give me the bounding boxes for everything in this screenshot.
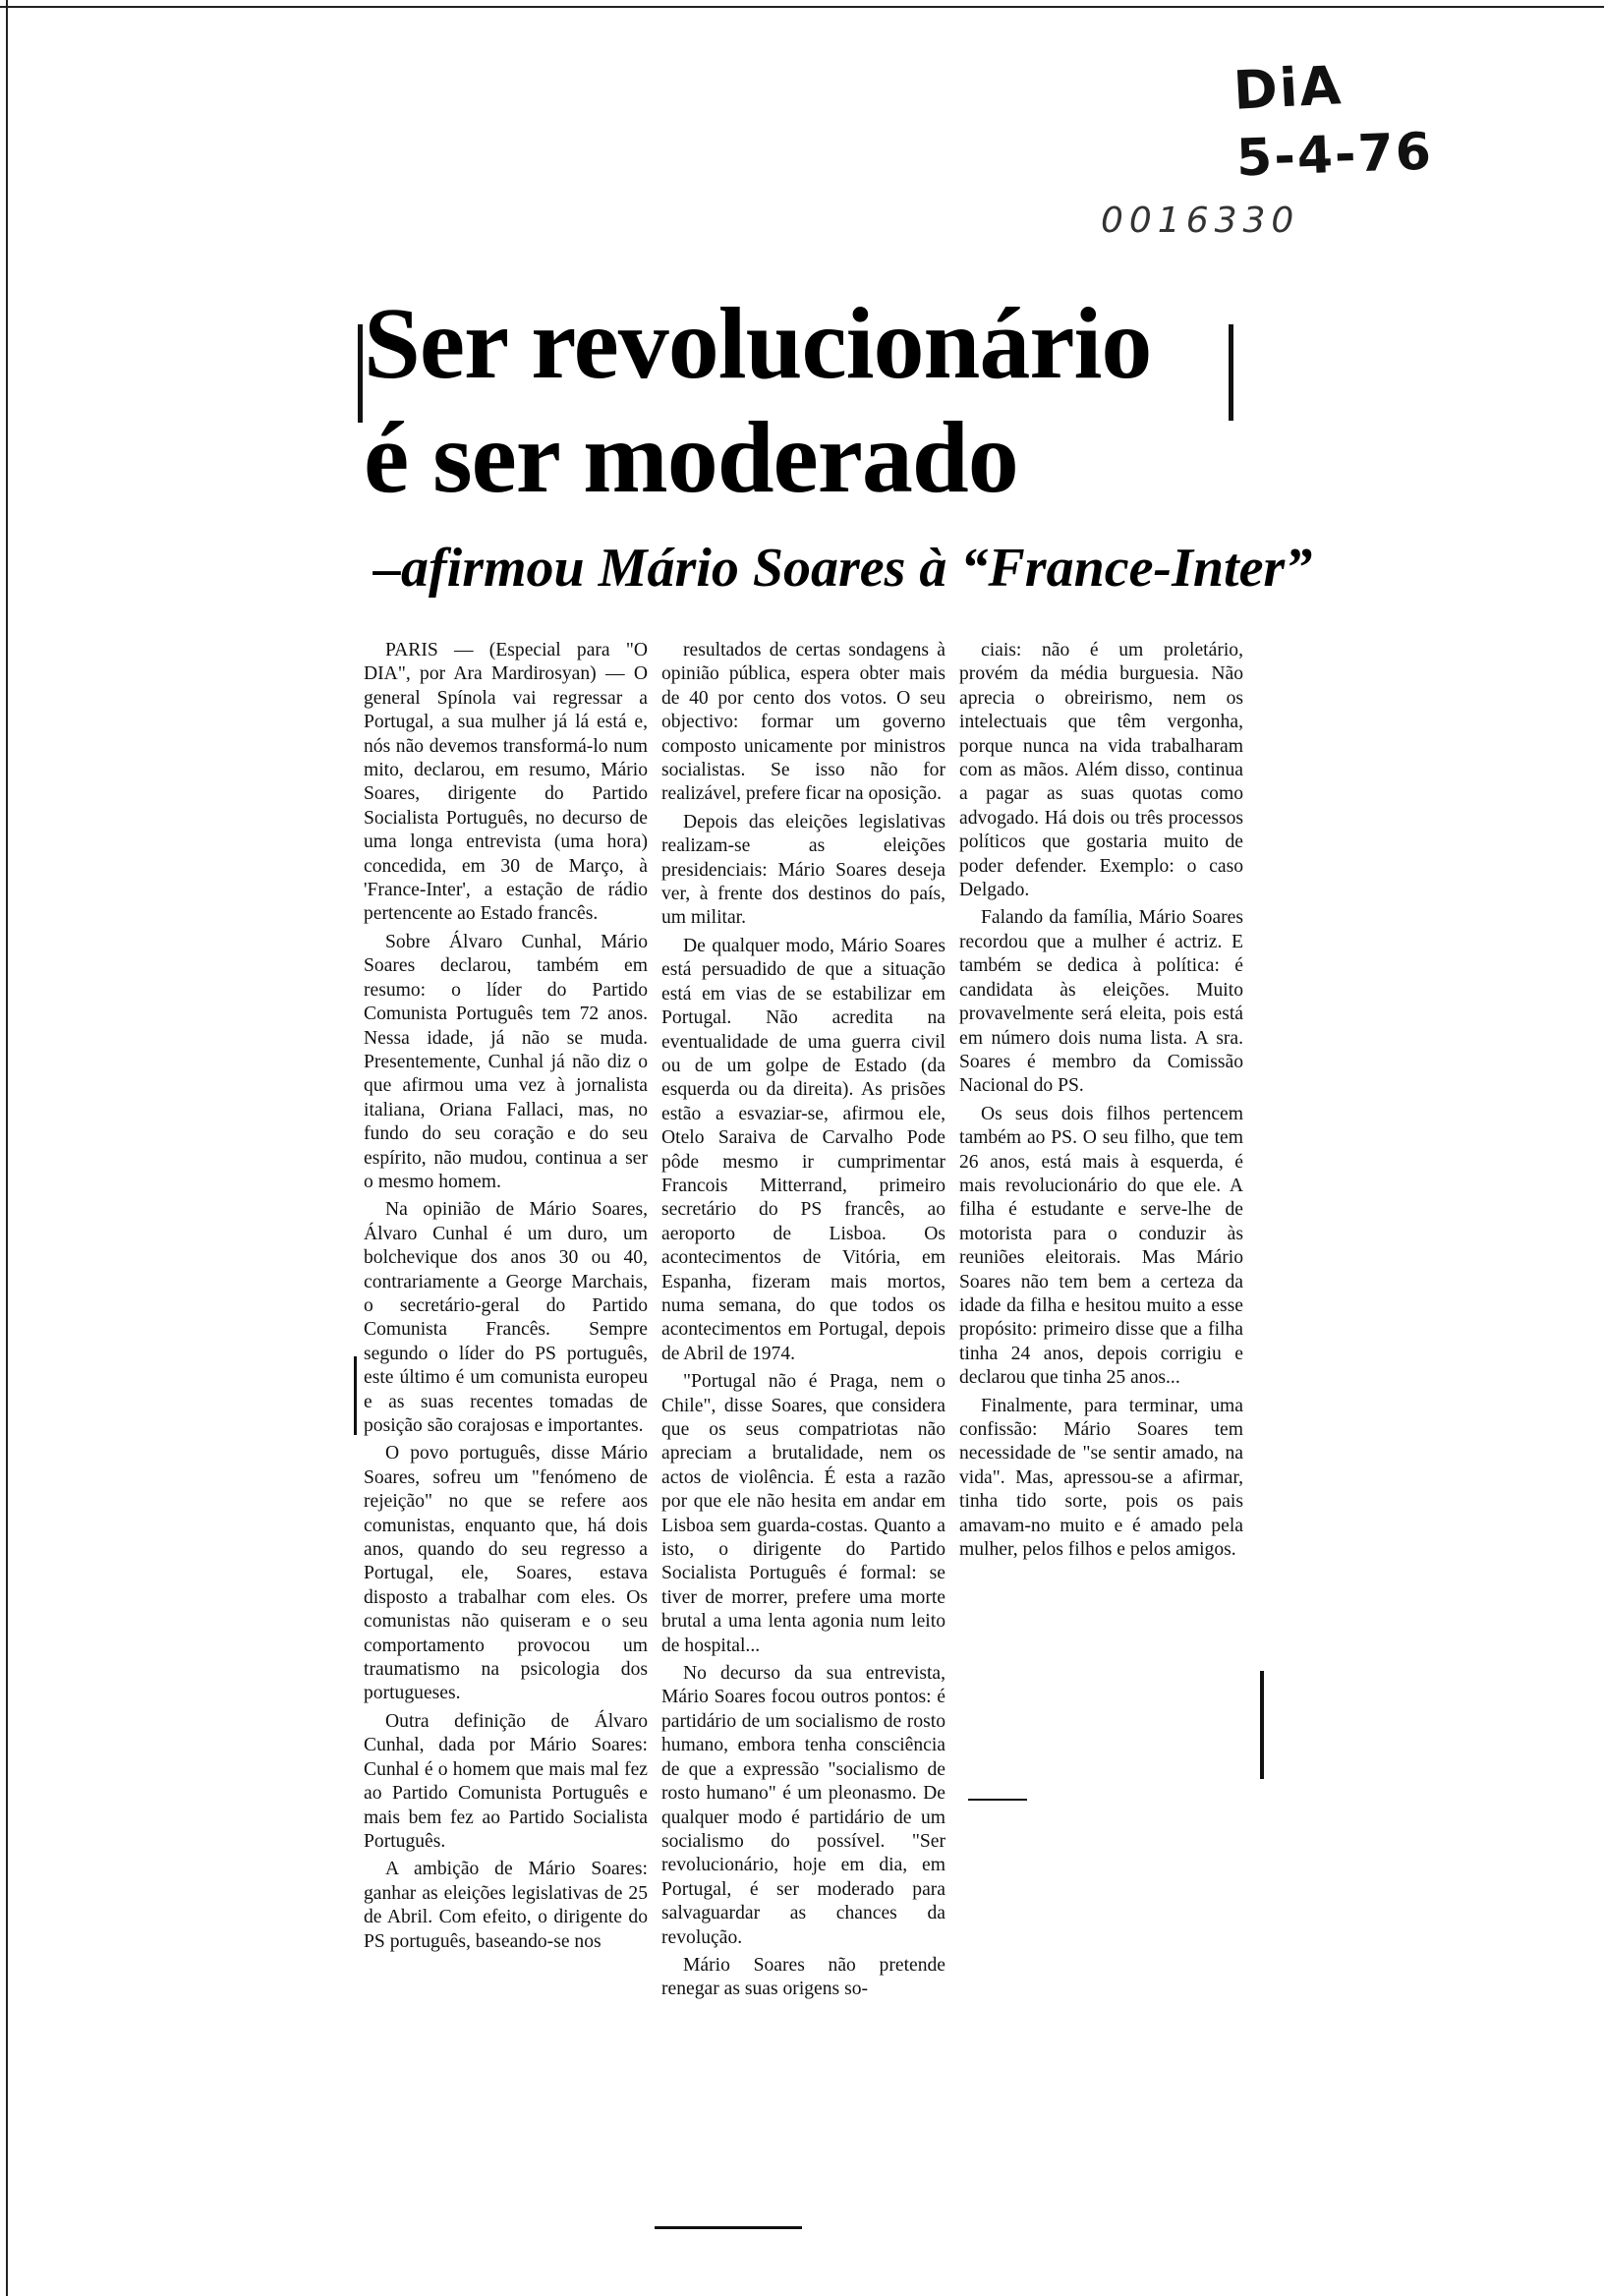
margin-mark (354, 1356, 357, 1435)
paragraph: No decurso da sua entrevista, Mário Soares focou outros pontos: é partidário de um socialismo de rosto humano, embora tenha consciência de que a expressão "socialismo de rosto humano" é um pleonasmo. De qualquer modo é partidário de um socialismo do possível. "Ser revolucionário, hoje em dia, em Portugal, é ser moderado para salvaguardar as chances da revolução. (661, 1663, 945, 1948)
page-border-left (6, 0, 8, 2296)
article-column-3 (959, 639, 1243, 2002)
headline-line-1: Ser revolucionário (364, 287, 1152, 400)
paragraph: "Portugal não é Praga, nem o Chile", disse Soares, que considera que os seus compatriotas não apreciam a brutalidade, nem os actos de violência. É esta a razão por que ele não hesita em andar em Lisboa sem guarda-costas. Quanto a isto, o dirigente do Partido Socialista Português é formal: se tiver de morrer, prefere uma morte brutal a uma lenta agonia num leito de hospital... (661, 1371, 945, 1656)
handwritten-archive-number: 0016330 (1101, 201, 1300, 241)
paragraph: Falando da família, Mário Soares recordou que a mulher é actriz. E também se dedica à política: é candidata às eleições. Muito provavelmente será eleita, pois está em número dois numa lista. A sra. Soares é membro da Comissão Nacional do PS. (959, 907, 1243, 1097)
paragraph: PARIS — (Especial para "O DIA", por Ara Mardirosyan) — O general Spínola vai regressar a Portugal, a sua mulher já lá está e, nós não devemos transformá-lo num mito, declarou, em resumo, Mário Soares, dirigente do Partido Socialista Português, no decurso de uma longa entrevista (uma hora) concedida, em 30 de Março, à 'France-Inter', a estação de rádio pertencente ao Estado francês. (364, 640, 648, 925)
article-column-2 (661, 639, 945, 2002)
headline (364, 287, 1248, 515)
paragraph: Sobre Álvaro Cunhal, Mário Soares declarou, também em resumo: o líder do Partido Comunista Português tem 72 anos. Nessa idade, já não se muda. Presentemente, Cunhal já não diz o que afirmou uma vez à jornalista italiana, Oriana Fallaci, mas, no fundo do seu coração e do seu espírito, não mudou, continua a ser o mesmo homem. (364, 931, 648, 1192)
paragraph: De qualquer modo, Mário Soares está persuadido de que a situação está em vias de se estabilizar em Portugal. Não acredita na eventualidade de uma guerra civil ou de um golpe de Estado (da esquerda ou da direita). As prisões estão a esvaziar-se, afirmou ele, Otelo Saraiva de Carvalho Pode pôde mesmo ir cumprimentar Francois Mitterrand, primeiro secretário do PS francês, ao aeroporto de Lisboa. Os acontecimentos de Vitória, em Espanha, fizeram mais mortos, numa semana, do que todos os acontecimentos em Portugal, depois de Abril de 1974. (661, 935, 945, 1364)
handwritten-source-note: DiA (1232, 54, 1345, 122)
headline-line-2: é ser moderado (364, 401, 1018, 514)
page-border-top (0, 6, 1604, 8)
underline-mark (968, 1799, 1027, 1801)
paragraph: Finalmente, para terminar, uma confissão: Mário Soares tem necessidade de "se sentir amado, na vida". Mas, apressou-se a afirmar, tinha tido sorte, pois os pais amavam-no muito e é amado pela mulher, pelos filhos e pelos amigos. (959, 1395, 1243, 1561)
paragraph: Na opinião de Mário Soares, Álvaro Cunhal é um duro, um bolchevique dos anos 30 ou 40, contrariamente a George Marchais, o secretário-geral do Partido Comunista Francês. Sempre segundo o líder do PS português, este último é um comunista europeu e as suas recentes tomadas de posição são corajosas e importantes. (364, 1199, 648, 1436)
paragraph: Os seus dois filhos pertencem também ao PS. O seu filho, que tem 26 anos, está mais à esquerda, é mais revolucionário do que ele. A filha é estudante e serve-lhe de motorista para o conduzir às reuniões eleitorais. Mas Mário Soares não tem bem a certeza da idade da filha e hesitou muito a esse propósito: primeiro disse que a filha tinha 24 anos, depois corrigiu e declarou que tinha 25 anos... (959, 1103, 1243, 1389)
paragraph: Mário Soares não pretende renegar as suas origens so- (661, 1954, 945, 2000)
paragraph: Depois das eleições legislativas realizam-se as eleições presidenciais: Mário Soares deseja ver, à frente dos destinos do país, um militar. (661, 811, 945, 929)
paragraph: resultados de certas sondagens à opinião pública, espera obter mais de 40 por cento dos votos. O seu objectivo: formar um governo composto unicamente por ministros socialistas. Se isso não for realizável, prefere ficar na oposição. (661, 640, 945, 805)
paragraph: O povo português, disse Mário Soares, sofreu um "fenómeno de rejeição" no que se refere aos comunistas, enquanto que, há dois anos, quando do seu regresso a Portugal, ele, Soares, estava disposto a trabalhar com eles. Os comunistas não quiseram e o seu comportamento provocou um traumatismo na psicologia dos portugueses. (364, 1443, 648, 1704)
article-body (364, 639, 1248, 2002)
subheadline: –afirmou Mário Soares à “France-Inter” (373, 538, 1313, 599)
margin-mark (1260, 1671, 1264, 1779)
article-column-1 (364, 639, 648, 2002)
handwritten-date-note: 5-4-76 (1235, 122, 1434, 189)
paragraph: Outra definição de Álvaro Cunhal, dada por Mário Soares: Cunhal é o homem que mais mal fez ao Partido Comunista Português e mais bem fez ao Partido Socialista Português. (364, 1710, 648, 1852)
headline-left-rule (358, 324, 363, 423)
paragraph: A ambição de Mário Soares: ganhar as eleições legislativas de 25 de Abril. Com efeito, o dirigente do PS português, baseando-se nos (364, 1859, 648, 1952)
underline-mark (655, 2226, 802, 2229)
paragraph: ciais: não é um proletário, provém da média burguesia. Não aprecia o obreirismo, nem os intelectuais que têm vergonha, porque nunca na vida trabalharam com as mãos. Além disso, continua a pagar as suas quotas como advogado. Há dois ou três processos políticos que gostaria muito de poder defender. Exemplo: o caso Delgado. (959, 640, 1243, 901)
